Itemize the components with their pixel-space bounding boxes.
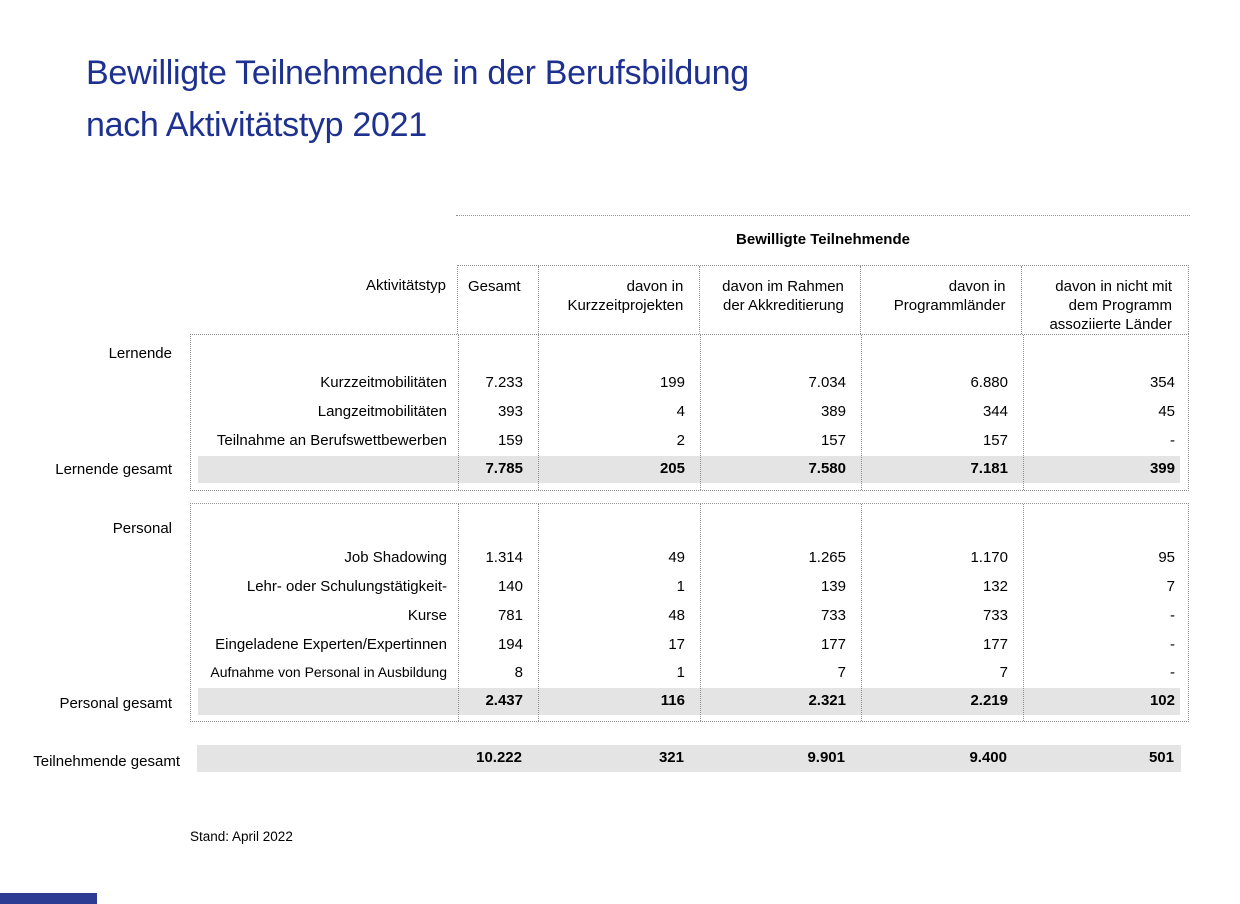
column-header-nicht-assoziierte-laender: davon in nicht mit dem Programm assoziierte Länder	[1021, 266, 1188, 334]
value-cell: 7	[837, 664, 846, 681]
value-cell: 1.314	[485, 549, 523, 566]
value-cell: 1	[676, 578, 685, 595]
value-cell: -	[1170, 664, 1175, 681]
value-cell: 393	[497, 403, 523, 420]
value-cell: -	[1170, 636, 1175, 653]
value-cell: 344	[982, 403, 1008, 420]
row-label: Kurzzeitmobilitäten	[320, 374, 447, 391]
grand-total-row	[190, 745, 1189, 772]
section-label-personal: Personal	[112, 520, 172, 537]
total-value-cell: 205	[659, 460, 685, 477]
table-row	[191, 432, 1190, 451]
column-header-akkreditierung: davon im Rahmen der Akkreditierung	[699, 266, 860, 334]
row-label	[190, 749, 446, 768]
row-label: Job Shadowing	[344, 549, 447, 566]
total-value-cell: 399	[1149, 460, 1175, 477]
grand-total-value-cell: 9.400	[969, 749, 1007, 766]
row-label: Langzeitmobilitäten	[317, 403, 447, 420]
value-cell: 157	[982, 432, 1008, 449]
table-section-personal	[190, 503, 1189, 722]
value-cell: 8	[514, 664, 523, 681]
value-cell: 194	[497, 636, 523, 653]
total-label-lernende: Lernende gesamt	[55, 461, 172, 478]
value-cell: 132	[982, 578, 1008, 595]
value-cell: 95	[1158, 549, 1175, 566]
total-row	[191, 692, 1190, 711]
column-header-programmlaender: davon in Programmländer	[860, 266, 1022, 334]
grand-total-value-cell: 10.222	[476, 749, 522, 766]
footer-accent-bar	[0, 893, 97, 904]
row-header-label: Aktivitätstyp	[365, 277, 446, 294]
section-label-lernende: Lernende	[108, 345, 172, 362]
value-cell: 157	[820, 432, 846, 449]
value-cell: 7	[1166, 578, 1175, 595]
value-cell: 1.170	[970, 549, 1008, 566]
column-header-kurzzeitprojekte: davon in Kurzzeitprojekten	[538, 266, 700, 334]
total-value-cell: 2.437	[485, 692, 523, 709]
grand-total-value-cell: 321	[658, 749, 684, 766]
table-row	[191, 374, 1190, 393]
value-cell: 199	[659, 374, 685, 391]
page-title	[86, 47, 749, 151]
page-title-line2: nach Aktivitätstyp 2021	[86, 106, 427, 144]
value-cell: 733	[820, 607, 846, 624]
total-row	[190, 749, 1189, 768]
value-cell: 7.034	[808, 374, 846, 391]
row-label: Lehr- oder Schulungstätigkeit-	[246, 578, 447, 595]
value-cell: 49	[668, 549, 685, 566]
value-cell: 45	[1158, 403, 1175, 420]
value-cell: 1	[676, 664, 685, 681]
value-cell: 48	[668, 607, 685, 624]
value-cell: 733	[982, 607, 1008, 624]
value-cell: 389	[820, 403, 846, 420]
table-top-rule	[456, 215, 1190, 216]
value-cell: 7	[999, 664, 1008, 681]
value-cell: 140	[497, 578, 523, 595]
table-row	[191, 664, 1190, 683]
total-value-cell: 116	[660, 692, 685, 709]
total-value-cell: 102	[1149, 692, 1175, 709]
row-label: Aufnahme von Personal in Ausbildung	[210, 664, 447, 680]
value-cell: 1.265	[808, 549, 846, 566]
table-section-lernende	[190, 334, 1189, 491]
total-label-personal: Personal gesamt	[59, 695, 172, 712]
grand-total-value-cell: 501	[1148, 749, 1174, 766]
row-label: Kurse	[407, 607, 447, 624]
total-value-cell: 7.580	[808, 460, 846, 477]
table-group-header: Bewilligte Teilnehmende	[736, 231, 910, 248]
value-cell: 6.880	[970, 374, 1008, 391]
table-row	[191, 403, 1190, 422]
row-label	[191, 692, 447, 711]
value-cell: 17	[668, 636, 685, 653]
table-row	[191, 607, 1190, 626]
column-header-gesamt: Gesamt	[468, 278, 521, 295]
column-header-row	[457, 265, 1189, 334]
footnote-stand: Stand: April 2022	[190, 829, 293, 844]
value-cell: 2	[676, 432, 685, 449]
value-cell: 177	[820, 636, 846, 653]
table-row	[191, 578, 1190, 597]
value-cell: 177	[982, 636, 1008, 653]
total-value-cell: 2.219	[970, 692, 1008, 709]
row-label: Teilnahme an Berufswettbewerben	[216, 432, 447, 449]
table-row	[191, 549, 1190, 568]
value-cell: 7.233	[485, 374, 523, 391]
value-cell: 354	[1149, 374, 1175, 391]
value-cell: 781	[497, 607, 523, 624]
value-cell: -	[1170, 432, 1175, 449]
grand-total-value-cell: 9.901	[807, 749, 845, 766]
total-value-cell: 7.181	[970, 460, 1008, 477]
value-cell: -	[1170, 607, 1175, 624]
value-cell: 159	[497, 432, 523, 449]
row-label: Eingeladene Experten/Expertinnen	[215, 636, 447, 653]
page-title-line1: Bewilligte Teilnehmende in der Berufsbildung	[86, 54, 749, 92]
table-row	[191, 636, 1190, 655]
total-value-cell: 2.321	[808, 692, 846, 709]
total-value-cell: 7.785	[485, 460, 523, 477]
row-label	[191, 460, 447, 479]
value-cell: 4	[676, 403, 685, 420]
total-row	[191, 460, 1190, 479]
value-cell: 139	[820, 578, 846, 595]
grand-total-label: Teilnehmende gesamt	[33, 753, 180, 770]
